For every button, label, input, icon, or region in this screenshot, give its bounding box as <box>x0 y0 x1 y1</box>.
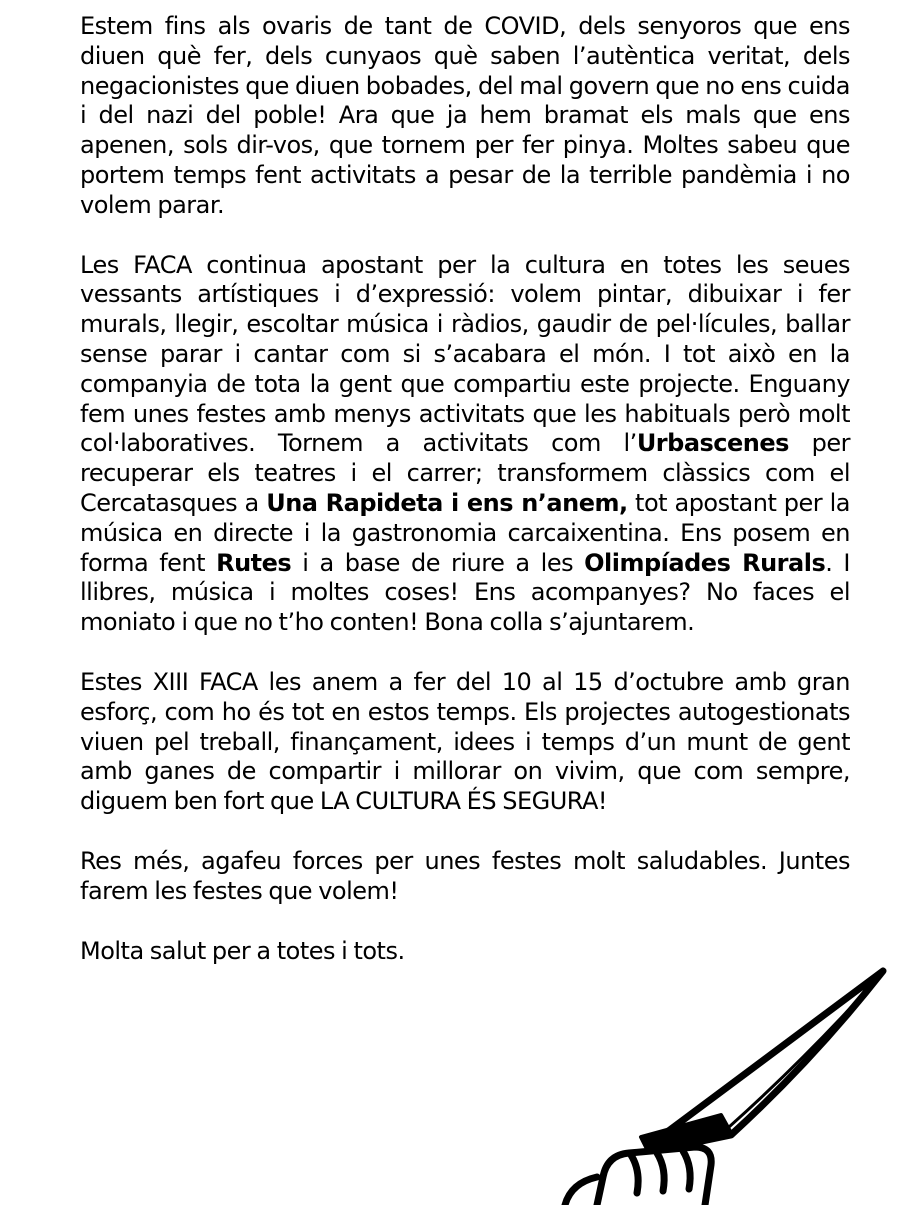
text-segment: i a base de riure a les <box>291 548 585 577</box>
paragraph-intro <box>80 12 850 221</box>
paragraph-salutation <box>80 937 850 967</box>
fist <box>565 1147 711 1205</box>
paragraph-closing <box>80 847 850 907</box>
knife-in-fist-icon <box>545 965 895 1205</box>
text-segment: tot apostant per la música en directe i la gastronomia carcaixentina. Ens posem en forma fent <box>80 488 850 577</box>
text-segment: per recuperar els teatres i el carrer; transformem clàssics com el Cercatasques a <box>80 429 850 517</box>
paragraph-dates <box>80 668 850 817</box>
letter-body <box>80 12 850 966</box>
text-segment: . I llibres, música i moltes coses! Ens acompanyes? No faces el moniato i que no t’ho conten! Bona colla s’ajuntarem. <box>80 548 850 637</box>
paragraph-program <box>80 251 850 638</box>
highlight-urbascenes: Urbascenes <box>636 429 789 458</box>
text-segment: Res més, agafeu forces per unes festes molt saludables. Juntes farem les festes que volem! <box>80 846 850 905</box>
text-segment: Les FACA continua apostant per la cultura en totes les seues vessants artístiques i d’expressió: volem pintar, dibuixar i fer murals, llegir, escoltar música i ràdios, gaudir de pel·lícules, ballar sense parar i cantar com si s’acabara el món. I tot això en la companyia de tota la gent que compartiu este projecte. Enguany fem unes festes amb menys activitats que les habituals però molt col·laboratives. Tornem a activitats com l’ <box>80 250 850 458</box>
text-segment: Estem fins als ovaris de tant de COVID, dels senyoros que ens diuen què fer, dels cunyaos què saben l’autèntica veritat, dels negacionistes que diuen bobades, del mal govern que no ens cuida i del nazi del poble! Ara que ja hem bramat els mals que ens apenen, sols dir-vos, que tornem per fer pinya. Moltes sabeu que portem temps fent activitats a pesar de la terrible pandèmia i no volem parar. <box>80 12 850 219</box>
highlight-una-rapideta: Una Rapideta i ens n’anem, <box>266 488 628 517</box>
highlight-olimpiades-rurals: Olimpíades Rurals <box>584 548 826 577</box>
text-segment: Molta salut per a totes i tots. <box>80 936 405 965</box>
text-segment: Estes XIII FACA les anem a fer del 10 al 15 d’octubre amb gran esforç, com ho és tot en estos temps. Els projectes autogestionats viuen pel treball, finançament, idees i temps d’un munt de gent amb ganes de compartir i millorar on vivim, que com sempre, diguem ben fort que LA CULTURA ÉS SEGURA! <box>80 667 850 816</box>
highlight-rutes: Rutes <box>216 548 292 577</box>
